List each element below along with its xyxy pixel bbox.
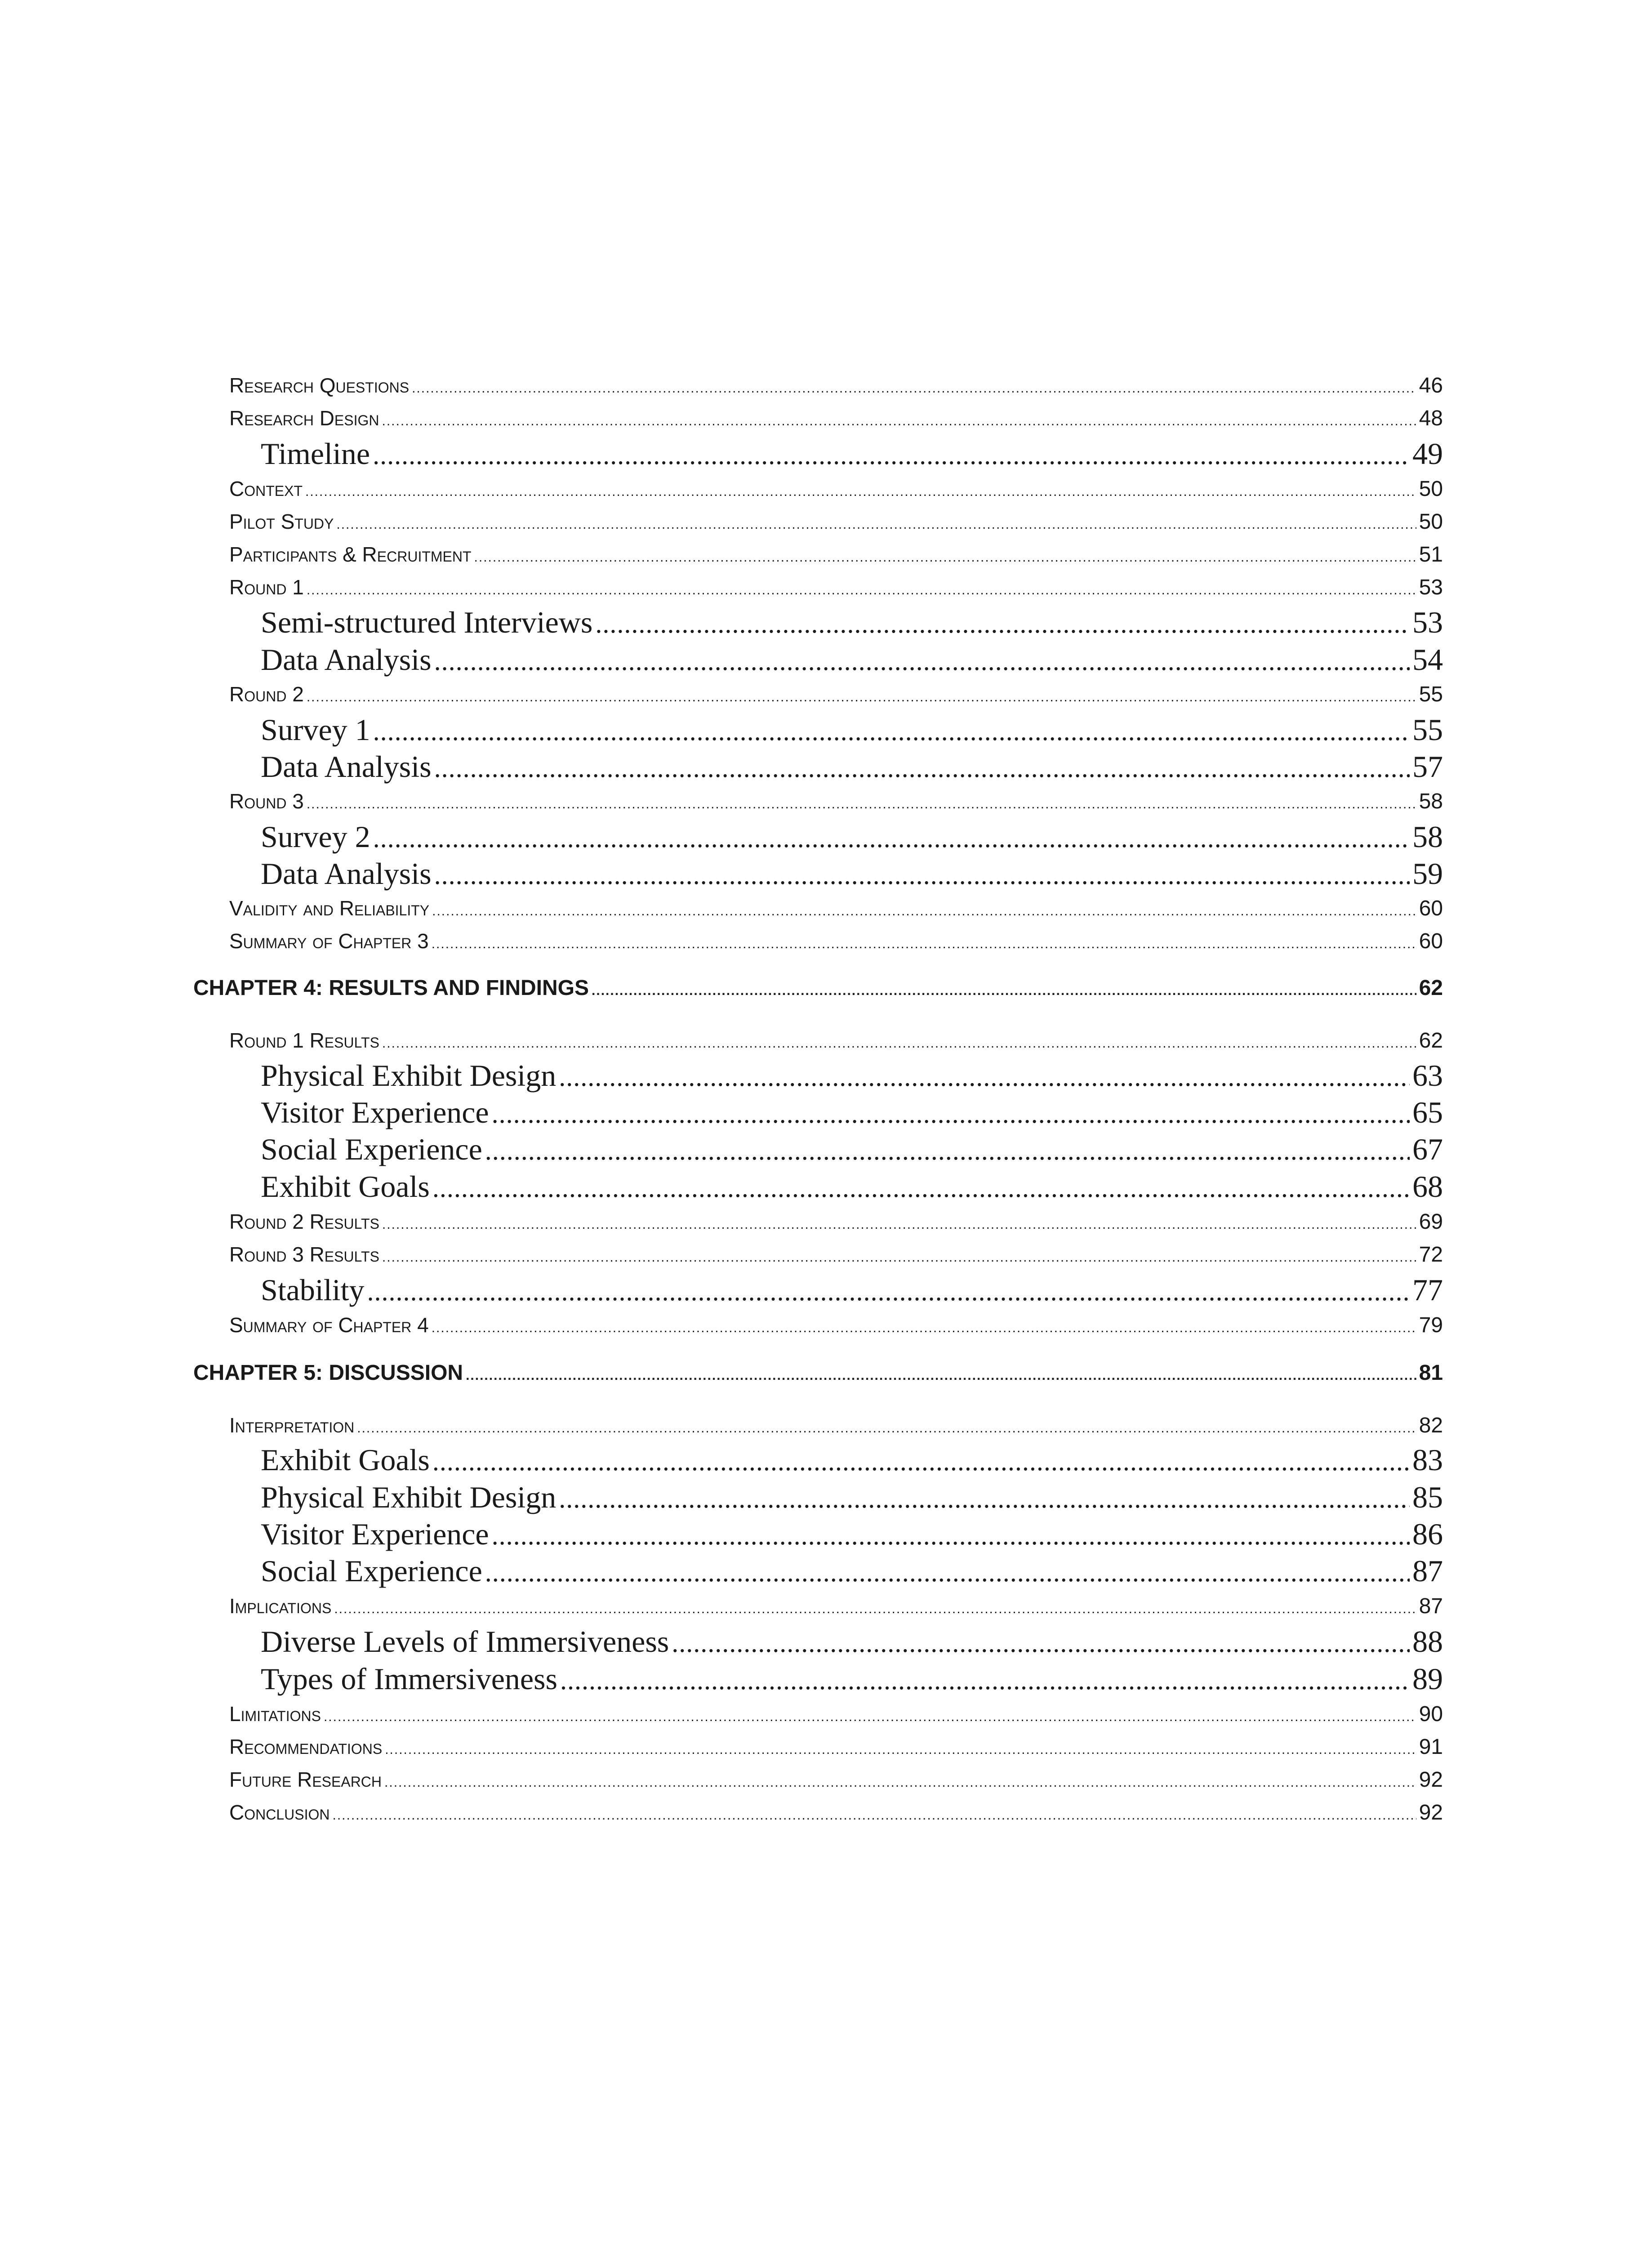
dot-leader — [373, 716, 1410, 747]
toc-entry-page: 49 — [1412, 437, 1443, 471]
toc-entry-page: 91 — [1419, 1735, 1443, 1759]
toc-entry-page: 53 — [1412, 605, 1443, 639]
toc-entry-label: Social Experience — [261, 1132, 482, 1166]
toc-chapter-entry[interactable] — [193, 1360, 1443, 1389]
toc-entry-page: 55 — [1419, 682, 1443, 706]
toc-entry-label: Round 3 — [229, 789, 304, 813]
toc-entry[interactable] — [229, 682, 1443, 709]
toc-entry-label: Types of Immersiveness — [261, 1662, 557, 1696]
toc-entry[interactable] — [229, 1242, 1443, 1269]
toc-entry-label: Limitations — [229, 1702, 321, 1726]
dot-leader — [432, 1173, 1410, 1204]
toc-entry-page: 50 — [1419, 477, 1443, 501]
toc-entry-label: Research Questions — [229, 374, 410, 397]
toc-entry-page: 86 — [1412, 1517, 1443, 1551]
toc-entry[interactable] — [261, 712, 1443, 750]
toc-entry[interactable] — [229, 1313, 1443, 1340]
toc-entry-label: Data Analysis — [261, 749, 432, 784]
toc-entry-page: 59 — [1412, 856, 1443, 891]
toc-entry[interactable] — [229, 477, 1443, 504]
toc-entry-page: 68 — [1412, 1169, 1443, 1204]
toc-entry[interactable] — [229, 509, 1443, 536]
toc-entry-label: Implications — [229, 1594, 332, 1618]
toc-entry-page: 57 — [1412, 749, 1443, 784]
dot-leader — [373, 440, 1410, 471]
toc-entry-page: 62 — [1419, 1029, 1443, 1053]
toc-entry[interactable] — [261, 1553, 1443, 1591]
toc-entry-page: 89 — [1412, 1662, 1443, 1696]
toc-entry-page: 83 — [1412, 1443, 1443, 1477]
toc-entry-page: 54 — [1412, 642, 1443, 677]
toc-entry-page: 87 — [1412, 1554, 1443, 1588]
dot-leader — [492, 1098, 1410, 1129]
dot-leader — [434, 860, 1410, 891]
dot-leader — [367, 1276, 1410, 1307]
toc-entry-page: 67 — [1412, 1132, 1443, 1166]
toc-entry-page: 69 — [1419, 1210, 1443, 1234]
dot-leader — [559, 1483, 1410, 1514]
toc-entry-label: Physical Exhibit Design — [261, 1058, 557, 1093]
dot-leader — [595, 608, 1410, 639]
toc-entry-label: Physical Exhibit Design — [261, 1480, 557, 1514]
toc-entry-label: Summary of Chapter 3 — [229, 929, 429, 953]
toc-entry-page: 72 — [1419, 1243, 1443, 1267]
toc-entry-label: Survey 1 — [261, 713, 370, 747]
dot-leader — [332, 1808, 1416, 1823]
toc-entry-label: Future Research — [229, 1768, 382, 1791]
toc-entry[interactable] — [229, 1702, 1443, 1729]
toc-entry[interactable] — [229, 542, 1443, 569]
toc-entry[interactable] — [261, 1624, 1443, 1662]
toc-entry-page: 48 — [1419, 406, 1443, 430]
toc-entry-label: Social Experience — [261, 1554, 482, 1588]
toc-entry-page: 50 — [1419, 510, 1443, 534]
toc-entry[interactable] — [261, 1058, 1443, 1096]
dot-leader — [672, 1628, 1410, 1659]
toc-entry[interactable] — [229, 1413, 1443, 1440]
toc-entry[interactable] — [261, 856, 1443, 894]
toc-entry[interactable] — [229, 896, 1443, 923]
toc-entry-label: Exhibit Goals — [261, 1169, 430, 1204]
toc-entry-label: Round 2 Results — [229, 1210, 379, 1233]
dot-leader — [560, 1665, 1410, 1696]
toc-entry-label: Recommendations — [229, 1735, 383, 1758]
dot-leader — [336, 517, 1416, 532]
toc-entry-page: 90 — [1419, 1702, 1443, 1726]
toc-entry[interactable] — [229, 929, 1443, 956]
toc-entry[interactable] — [261, 1132, 1443, 1169]
toc-entry-page: 92 — [1419, 1801, 1443, 1824]
toc-entry[interactable] — [229, 1028, 1443, 1055]
toc-entry[interactable] — [229, 406, 1443, 433]
toc-entry-page: 55 — [1412, 713, 1443, 747]
dot-leader — [305, 484, 1416, 500]
toc-entry[interactable] — [261, 819, 1443, 857]
toc-entry-label: Data Analysis — [261, 856, 432, 891]
dot-leader — [434, 753, 1410, 784]
dot-leader — [432, 904, 1416, 919]
dot-leader — [412, 381, 1416, 396]
dot-leader — [466, 1368, 1416, 1383]
toc-entry[interactable] — [229, 1209, 1443, 1236]
dot-leader — [382, 1217, 1416, 1232]
toc-entry[interactable] — [261, 1480, 1443, 1517]
toc-entry[interactable] — [229, 1800, 1443, 1827]
toc-entry[interactable] — [261, 1442, 1443, 1480]
dot-leader — [373, 823, 1410, 854]
dot-leader — [384, 1775, 1416, 1790]
toc-entry-page: 51 — [1419, 543, 1443, 566]
dot-leader — [324, 1709, 1416, 1725]
toc-chapter-label: CHAPTER 5: DISCUSSION — [193, 1361, 463, 1385]
toc-entry[interactable] — [261, 1272, 1443, 1310]
dot-leader — [382, 1036, 1416, 1051]
dot-leader — [307, 583, 1416, 598]
toc-entry[interactable] — [261, 1517, 1443, 1554]
toc-entry-page: 85 — [1412, 1480, 1443, 1514]
toc-entry-label: Semi-structured Interviews — [261, 605, 593, 639]
table-of-contents — [193, 0, 1443, 2248]
toc-entry-page: 58 — [1419, 789, 1443, 813]
toc-entry-page: 79 — [1419, 1313, 1443, 1337]
toc-entry[interactable] — [229, 789, 1443, 816]
toc-entry-label: Interpretation — [229, 1414, 355, 1437]
toc-entry[interactable] — [261, 605, 1443, 642]
dot-leader — [307, 797, 1416, 812]
toc-chapter-page: 62 — [1419, 976, 1443, 1000]
toc-entry-label: Summary of Chapter 4 — [229, 1313, 429, 1337]
dot-leader — [432, 937, 1416, 952]
toc-entry[interactable] — [261, 642, 1443, 680]
toc-entry[interactable] — [261, 1169, 1443, 1207]
toc-entry-label: Validity and Reliability — [229, 897, 430, 920]
toc-entry-label: Round 2 — [229, 682, 304, 706]
toc-entry-label: Timeline — [261, 437, 370, 471]
toc-chapter-entry[interactable] — [193, 976, 1443, 1004]
toc-entry-label: Research Design — [229, 406, 379, 430]
dot-leader — [334, 1601, 1416, 1617]
toc-entry-label: Data Analysis — [261, 642, 432, 677]
toc-entry-label: Context — [229, 477, 303, 500]
toc-entry[interactable] — [261, 1661, 1443, 1699]
dot-leader — [474, 550, 1416, 565]
dot-leader — [592, 983, 1416, 999]
toc-entry[interactable] — [229, 1767, 1443, 1794]
toc-entry-label: Visitor Experience — [261, 1095, 489, 1129]
toc-entry[interactable] — [261, 436, 1443, 474]
toc-entry[interactable] — [261, 1095, 1443, 1133]
dot-leader — [382, 414, 1416, 429]
toc-entry-page: 87 — [1419, 1594, 1443, 1618]
toc-chapter-label: CHAPTER 4: RESULTS AND FINDINGS — [193, 976, 589, 1000]
dot-leader — [307, 690, 1416, 705]
toc-entry-label: Round 1 Results — [229, 1029, 379, 1052]
toc-entry[interactable] — [261, 749, 1443, 787]
dot-leader — [357, 1421, 1416, 1436]
toc-entry-page: 60 — [1419, 929, 1443, 953]
toc-entry-page: 92 — [1419, 1768, 1443, 1792]
toc-entry-page: 58 — [1412, 820, 1443, 854]
toc-entry-label: Diverse Levels of Immersiveness — [261, 1624, 669, 1659]
toc-entry-label: Pilot Study — [229, 510, 334, 533]
toc-entry-page: 60 — [1419, 897, 1443, 920]
toc-entry-page: 77 — [1412, 1273, 1443, 1307]
toc-entry-label: Conclusion — [229, 1801, 330, 1824]
dot-leader — [432, 1446, 1410, 1477]
toc-entry-label: Round 1 — [229, 575, 304, 599]
dot-leader — [382, 1250, 1416, 1265]
dot-leader — [485, 1557, 1410, 1588]
toc-entry-page: 46 — [1419, 374, 1443, 397]
toc-entry-page: 65 — [1412, 1095, 1443, 1129]
toc-entry-label: Survey 2 — [261, 820, 370, 854]
dot-leader — [559, 1062, 1410, 1093]
toc-entry-page: 88 — [1412, 1624, 1443, 1659]
dot-leader — [432, 1320, 1416, 1336]
toc-entry-label: Visitor Experience — [261, 1517, 489, 1551]
toc-chapter-page: 81 — [1419, 1361, 1443, 1385]
dot-leader — [492, 1520, 1410, 1551]
dot-leader — [434, 646, 1410, 677]
toc-entry[interactable] — [229, 373, 1443, 400]
toc-entry[interactable] — [229, 575, 1443, 602]
toc-entry-page: 63 — [1412, 1058, 1443, 1093]
dot-leader — [485, 1135, 1410, 1166]
toc-entry-label: Participants & Recruitment — [229, 543, 472, 566]
dot-leader — [385, 1742, 1416, 1757]
toc-entry-page: 53 — [1419, 575, 1443, 599]
toc-entry-label: Exhibit Goals — [261, 1443, 430, 1477]
toc-entry[interactable] — [229, 1735, 1443, 1762]
toc-entry-page: 82 — [1419, 1414, 1443, 1437]
toc-entry-label: Stability — [261, 1273, 365, 1307]
toc-entry-label: Round 3 Results — [229, 1243, 379, 1266]
toc-entry[interactable] — [229, 1594, 1443, 1621]
